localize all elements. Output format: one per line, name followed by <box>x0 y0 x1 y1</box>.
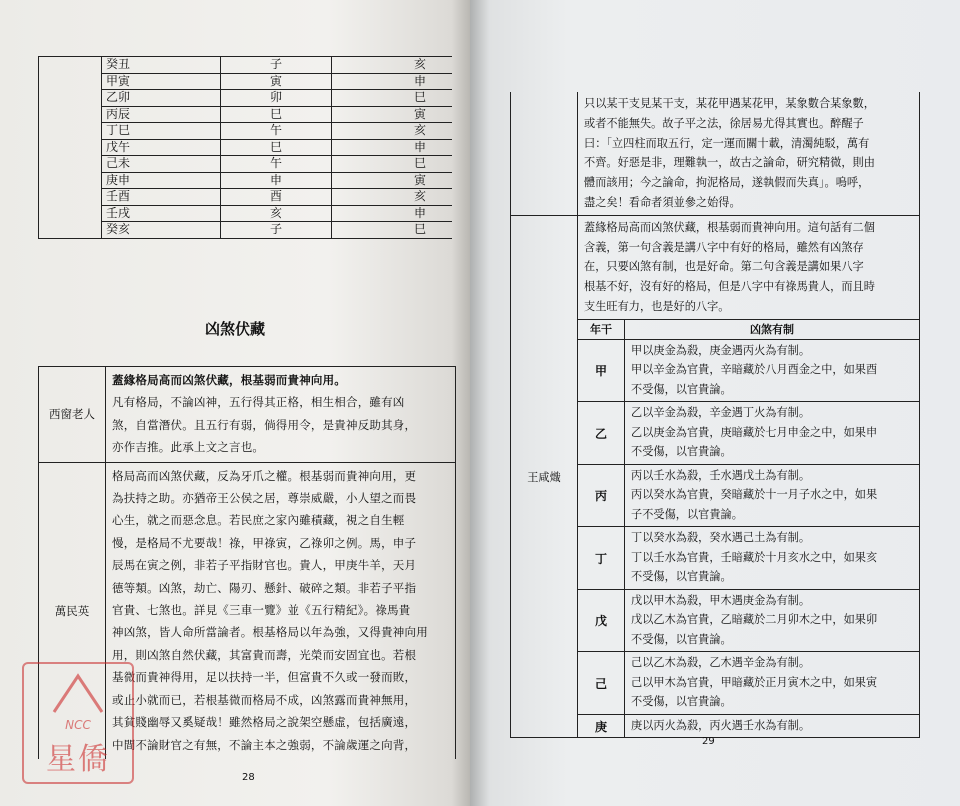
ganzhi-branch-b <box>332 90 453 107</box>
text-line: 不受傷，以官貴論。 <box>631 570 732 584</box>
ganzhi-branch-a: 寅 <box>221 73 332 90</box>
stem-content <box>625 714 920 737</box>
ganzhi-branch-a: 子 <box>221 222 332 239</box>
commentary-row <box>511 215 920 737</box>
stem-content <box>625 527 920 590</box>
ganzhi-table <box>38 56 452 239</box>
ganzhi-branch-b <box>332 156 453 173</box>
ganzhi-branch-b <box>332 205 453 222</box>
stem-content <box>625 402 920 465</box>
ganzhi-branch-a: 巳 <box>221 139 332 156</box>
stem-row <box>578 464 919 527</box>
ganzhi-cell-text: 巳 <box>413 222 426 237</box>
text-line: 乙以庚金為官貴，庚暗藏於七月申金之中，如果申 <box>631 425 878 439</box>
ganzhi-pillar: 癸亥 <box>102 222 221 239</box>
ganzhi-branch-b <box>332 106 453 123</box>
text-line: 凡有格局，不論凶神，五行得其正格，相生相合，雖有凶 <box>112 395 405 410</box>
stem-row <box>578 402 919 465</box>
ganzhi-branch-b <box>332 57 453 74</box>
ganzhi-row <box>39 189 453 206</box>
ganzhi-row <box>39 156 453 173</box>
ganzhi-branch-a: 巳 <box>221 106 332 123</box>
ganzhi-cell-text: 申 <box>413 205 426 220</box>
stem-content <box>625 652 920 715</box>
ganzhi-branch-a: 午 <box>221 156 332 173</box>
ganzhi-cell-text: 巳 <box>413 156 426 171</box>
text-line: 丙以癸水為官貴，癸暗藏於十一月子水之中，如果 <box>631 488 878 502</box>
ganzhi-branch-a: 申 <box>221 172 332 189</box>
ganzhi-branch-a: 酉 <box>221 189 332 206</box>
ganzhi-row <box>39 222 453 239</box>
text-line: 用，則凶煞自然伏藏，其富貴而壽，光榮而安固宜也。若根 <box>112 647 417 662</box>
stem-table <box>578 320 919 738</box>
text-line: 只以某干支見某干支，某花甲遇某花甲，某象數合某象數， <box>584 97 875 110</box>
ganzhi-cell-text: 寅 <box>413 172 426 187</box>
header-stem: 年干 <box>578 320 625 340</box>
text-line: 己以甲木為官貴，甲暗藏於正月寅木之中，如果寅 <box>631 675 878 689</box>
text-line: 體而該用；今之論命，拘泥格局，遂執假而失真」。嗚呼， <box>584 176 870 190</box>
text-line: 格局高而凶煞伏藏，反為牙爪之權。根基弱而貴神向用，更 <box>112 468 417 483</box>
ganzhi-branch-b <box>332 123 453 140</box>
text-line: 神凶煞，皆人命所當論者。根基格局以年為強，又得貴神向用 <box>112 625 428 640</box>
commentator-name: 萬民英 <box>39 462 106 759</box>
stem-row <box>578 527 919 590</box>
text-line: 其貧賤幽辱又奚疑哉！雖然格局之說架空懸虛，包括廣遠， <box>112 715 417 730</box>
text-line: 丁以壬水為官貴，壬暗藏於十月亥水之中，如果亥 <box>631 550 878 564</box>
text-line: 不受傷，以官貴論。 <box>631 632 732 646</box>
stem-content <box>625 464 920 527</box>
ganzhi-cell-text: 申 <box>413 73 426 88</box>
stem-row <box>578 652 919 715</box>
text-line: 官貴、七煞也。詳見《三車一覽》並《五行精紀》。祿馬貴 <box>112 603 411 618</box>
text-line: 德等類。凶煞，劫亡、陽刃、懸針、破碎之類。非若子平指 <box>112 580 417 595</box>
ganzhi-pillar: 丙辰 <box>102 106 221 123</box>
watermark-stamp <box>22 662 134 784</box>
ganzhi-branch-a: 亥 <box>221 205 332 222</box>
commentary-body <box>578 215 920 737</box>
commentary-text <box>578 92 920 215</box>
text-line: 戊以乙木為官貴，乙暗藏於二月卯木之中，如果卯 <box>631 613 878 627</box>
ganzhi-row <box>39 57 453 74</box>
text-line: 為扶持之助。亦猶帝王公侯之居，尊崇威嚴，小人望之而畏 <box>112 491 417 506</box>
text-line: 乙以辛金為殺，辛金遇丁火為有制。 <box>631 406 811 420</box>
commentary-text <box>106 367 456 463</box>
ganzhi-pillar: 壬戌 <box>102 205 221 222</box>
ganzhi-cell-text: 巳 <box>413 90 426 105</box>
ganzhi-cell-text: 申 <box>413 139 426 154</box>
text-line: 盡之矣！看命者須並參之始得。 <box>584 195 741 209</box>
text-line: 蓋緣格局高而凶煞伏藏，根基弱而貴神向用。這句話有二個 <box>584 220 875 234</box>
stem-row <box>578 589 919 652</box>
text-line: 基微而貴神得用，足以扶持一半，但富貴不久或一發而敗， <box>112 670 417 685</box>
text-line: 亦作吉推。此承上文之言也。 <box>112 440 265 455</box>
ganzhi-branch-a: 午 <box>221 123 332 140</box>
text-line: 或止小就而已，若根基微而格局不成，凶煞露而貴神無用， <box>112 692 417 707</box>
text-line: 不齊。好惡是非，理難執一，故古之論命，研究精微，則由 <box>584 156 875 170</box>
header-content: 凶煞有制 <box>625 320 920 340</box>
text-line: 支生旺有力，也是好的八字。 <box>584 299 730 313</box>
commentary-row <box>511 92 920 215</box>
ganzhi-cell-text: 亥 <box>413 57 426 72</box>
ganzhi-pillar: 戊午 <box>102 139 221 156</box>
stem-content <box>625 339 920 402</box>
stem-row <box>578 339 919 402</box>
watermark-line2: 星僑 <box>46 742 110 777</box>
text-line: 中間不論財官之有無，不論主本之強弱，不論歲運之向背， <box>112 737 417 752</box>
text-line: 蓋緣格局高而凶煞伏藏，根基弱而貴神向用。 <box>112 373 346 387</box>
stem-table-header <box>578 320 919 340</box>
stem-label: 丙 <box>578 464 625 527</box>
right-page <box>470 0 960 806</box>
ganzhi-pillar: 丁巳 <box>102 123 221 140</box>
text-line: 子不受傷，以官貴論。 <box>631 507 743 521</box>
ganzhi-row <box>39 73 453 90</box>
ganzhi-pillar: 乙卯 <box>102 90 221 107</box>
ganzhi-pillar: 庚申 <box>102 172 221 189</box>
ganzhi-branch-b <box>332 73 453 90</box>
text-line: 煞，自當潛伏。且五行有弱，倘得用令，是貴神反助其身， <box>112 417 417 432</box>
stem-label: 庚 <box>578 714 625 737</box>
ganzhi-branch-a: 子 <box>221 57 332 74</box>
intro-text <box>578 216 919 320</box>
ganzhi-pillar: 壬酉 <box>102 189 221 206</box>
text-line: 丙以壬水為殺，壬水遇戊土為有制。 <box>631 468 811 482</box>
commentary-table-right <box>510 92 920 738</box>
left-page <box>0 0 470 806</box>
ganzhi-pillar: 己未 <box>102 156 221 173</box>
commentary-text <box>106 462 456 759</box>
stem-label: 甲 <box>578 339 625 402</box>
commentary-row <box>39 367 456 463</box>
text-line: 或者不能無失。故子平之法，徐居易尤得其實也。醉醒子 <box>584 116 864 130</box>
text-line: 甲以辛金為官貴，辛暗藏於八月酉金之中，如果酉 <box>631 363 878 377</box>
ganzhi-pillar: 癸丑 <box>102 57 221 74</box>
ganzhi-branch-b <box>332 172 453 189</box>
ganzhi-branch-b <box>332 222 453 239</box>
ganzhi-row <box>39 172 453 189</box>
text-line: 不受傷，以官貴論。 <box>631 695 732 709</box>
page-number: 28 <box>242 772 255 783</box>
ganzhi-cell-text: 寅 <box>413 106 426 121</box>
text-line: 辰馬在寅之例，非若子平指財官也。貴人，甲庚牛羊，天月 <box>112 558 417 573</box>
text-line: 庚以丙火為殺，丙火遇壬水為有制。 <box>631 718 811 732</box>
stem-label: 乙 <box>578 402 625 465</box>
stem-label: 丁 <box>578 527 625 590</box>
ganzhi-cell-text: 亥 <box>413 189 426 204</box>
text-line: 不受傷，以官貴論。 <box>631 445 732 459</box>
triangle-icon <box>50 672 106 716</box>
text-line: 丁以癸水為殺，癸水遇己土為有制。 <box>631 531 811 545</box>
ganzhi-row <box>39 90 453 107</box>
commentator-name: 王咸熾 <box>511 215 578 737</box>
ganzhi-branch-b <box>332 189 453 206</box>
ganzhi-branch-a: 卯 <box>221 90 332 107</box>
stem-label: 己 <box>578 652 625 715</box>
text-line: 甲以庚金為殺，庚金遇丙火為有制。 <box>631 343 811 357</box>
ganzhi-cell-text: 亥 <box>413 123 426 138</box>
text-line: 根基不好，沒有好的格局，但是八字中有祿馬貴人，而且時 <box>584 280 875 294</box>
section-title: 凶煞伏藏 <box>204 320 265 338</box>
text-line: 含義，第一句含義是講八字中有好的格局，雖然有凶煞存 <box>584 240 864 254</box>
watermark-line1: NCC <box>65 718 91 732</box>
ganzhi-row <box>39 139 453 156</box>
text-line: 曰：「立四柱而取五行，定一運而關十載，清濁純駁，萬有 <box>584 136 870 150</box>
stem-label: 戊 <box>578 589 625 652</box>
ganzhi-row <box>39 106 453 123</box>
page-number: 29 <box>702 736 715 747</box>
ganzhi-pillar: 甲寅 <box>102 73 221 90</box>
ganzhi-row <box>39 205 453 222</box>
commentator-name: 西窗老人 <box>39 367 106 463</box>
stem-row <box>578 714 919 737</box>
ganzhi-blank-cell <box>39 57 102 239</box>
text-line: 戊以甲木為殺，甲木遇庚金為有制。 <box>631 593 811 607</box>
text-line: 不受傷，以官貴論。 <box>631 382 732 396</box>
text-line: 己以乙木為殺，乙木遇辛金為有制。 <box>631 656 811 670</box>
text-line: 在，只要凶煞有制，也是好命。第二句含義是講如果八字 <box>584 260 864 274</box>
ganzhi-branch-b <box>332 139 453 156</box>
ganzhi-row <box>39 123 453 140</box>
text-line: 慢，是格局不尤要哉！祿，甲祿寅，乙祿卯之例。馬，申子 <box>112 535 417 550</box>
commentator-name-empty <box>511 92 578 215</box>
stem-content <box>625 589 920 652</box>
text-line: 心生，就之而惡念息。若民庶之家內雖積藏，視之自生輕 <box>112 513 405 528</box>
